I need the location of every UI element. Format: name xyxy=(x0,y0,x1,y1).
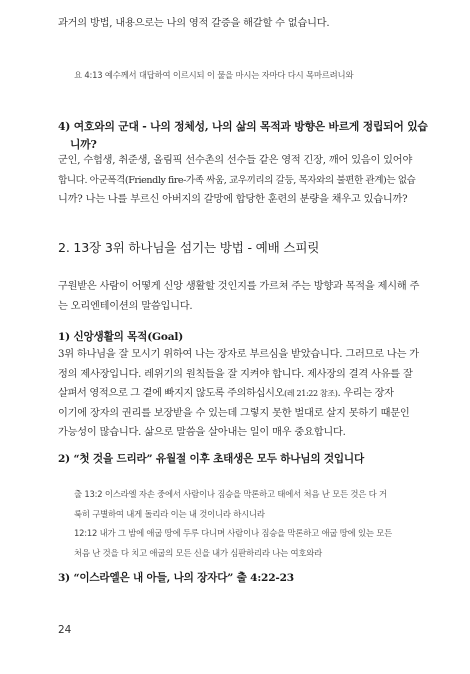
paragraph-1-line-2: 정의 제사장입니다. 레위기의 원칙들을 잘 지켜야 합니다. 제사장의 결격 사유를 잘 xyxy=(58,368,413,380)
paragraph-4-line-2: 합니다. 아군폭격(Friendly fire-가족 싸움, 교우끼리의 갈등, 목자와의 불편한 관계)는 없습 xyxy=(58,174,416,186)
heading-4-line-2: 니까? xyxy=(70,138,97,151)
paragraph-1-line-1: 3위 하나님을 잘 모시기 위하여 나는 장자로 부르심을 받았습니다. 그러므로 나는 가 xyxy=(58,349,419,360)
paragraph-1-line-5: 가능성이 많습니다. 삶으로 말씀을 살아내는 일이 매우 중요합니다. xyxy=(58,427,346,438)
heading-1: 1) 신앙생활의 목적(Goal) xyxy=(58,331,184,343)
section-2-intro xyxy=(58,277,420,316)
quote-block-exodus xyxy=(74,485,414,563)
paragraph-4-line-1: 군인, 수험생, 취준생, 올림픽 선수촌의 선수들 같은 영적 긴장, 깨어 있음이 있어야 xyxy=(58,155,413,166)
paragraph-1-line-3 xyxy=(58,384,414,404)
quote-line: 요 4:13 예수께서 대답하여 이르시되 이 물을 마시는 자마다 다시 목마르려니와 xyxy=(74,70,354,80)
paragraph-1 xyxy=(58,345,419,443)
quote-exodus-13-2-line-2: 룩히 구별하여 내게 돌리라 이는 내 것이니라 하시니라 xyxy=(74,508,265,519)
quote-john-4-13 xyxy=(74,66,353,86)
intro-line: 과거의 방법, 내용으로는 나의 영적 갈증을 해갈할 수 없습니다. xyxy=(58,18,330,29)
scripture-reference: (레 21:22 참조) xyxy=(284,389,338,398)
heading-3: 3) “이스라엘은 내 아들, 나의 장자다” 출 4:22-23 xyxy=(58,572,294,584)
paragraph-1-line-3-a: 살펴서 영적으로 그 곁에 빠지지 않도록 주의하십시오 xyxy=(58,388,285,399)
section-2-intro-line-1: 구원받은 사람이 어떻게 신앙 생활할 것인지를 가르쳐 주는 방향과 목적을 제시해 주 xyxy=(58,281,420,292)
section-2-title: 2. 13장 3위 하나님을 섬기는 방법 - 예배 스피릿 xyxy=(58,240,320,255)
heading-2: 2) “첫 것을 드리라” 유월절 이후 초태생은 모두 하나님의 것입니다 xyxy=(58,453,365,465)
quote-exodus-12-12-line-2: 처음 난 것을 다 치고 애굽의 모든 신을 내가 심판하리라 나는 여호와라 xyxy=(74,547,323,558)
quote-exodus-12-12-line-1: 12:12 내가 그 밤에 애굽 땅에 두루 다니며 사람이나 짐승을 막론하고 애굽 땅에 있는 모든 xyxy=(74,528,392,538)
paragraph-1-line-4: 이기에 장자의 권리를 보장받을 수 있는데 그렇지 못한 벌대로 살지 못하기 때문인 xyxy=(58,407,410,419)
intro-paragraph xyxy=(58,14,414,34)
paragraph-4-line-3: 니까? 나는 나를 부르신 아버지의 갈망에 합당한 훈련의 분량을 채우고 있습니까? xyxy=(58,194,408,205)
quote-exodus-13-2-line-1: 출 13:2 이스라엘 자손 중에서 사람이나 짐승을 막론하고 태에서 처음 난 모든 것은 다 거 xyxy=(74,489,387,499)
page-number: 24 xyxy=(58,624,72,636)
paragraph-4 xyxy=(58,151,414,210)
heading-4-line-1: 4) 여호와의 군대 - 나의 정체성, 나의 삶의 목적과 방향은 바르게 정립되어 있습 xyxy=(58,120,428,133)
section-2-intro-line-2: 는 오리엔테이션의 말씀입니다. xyxy=(58,300,193,312)
paragraph-1-line-3-b: . 우리는 장자 xyxy=(337,388,394,399)
heading-4 xyxy=(58,118,428,154)
